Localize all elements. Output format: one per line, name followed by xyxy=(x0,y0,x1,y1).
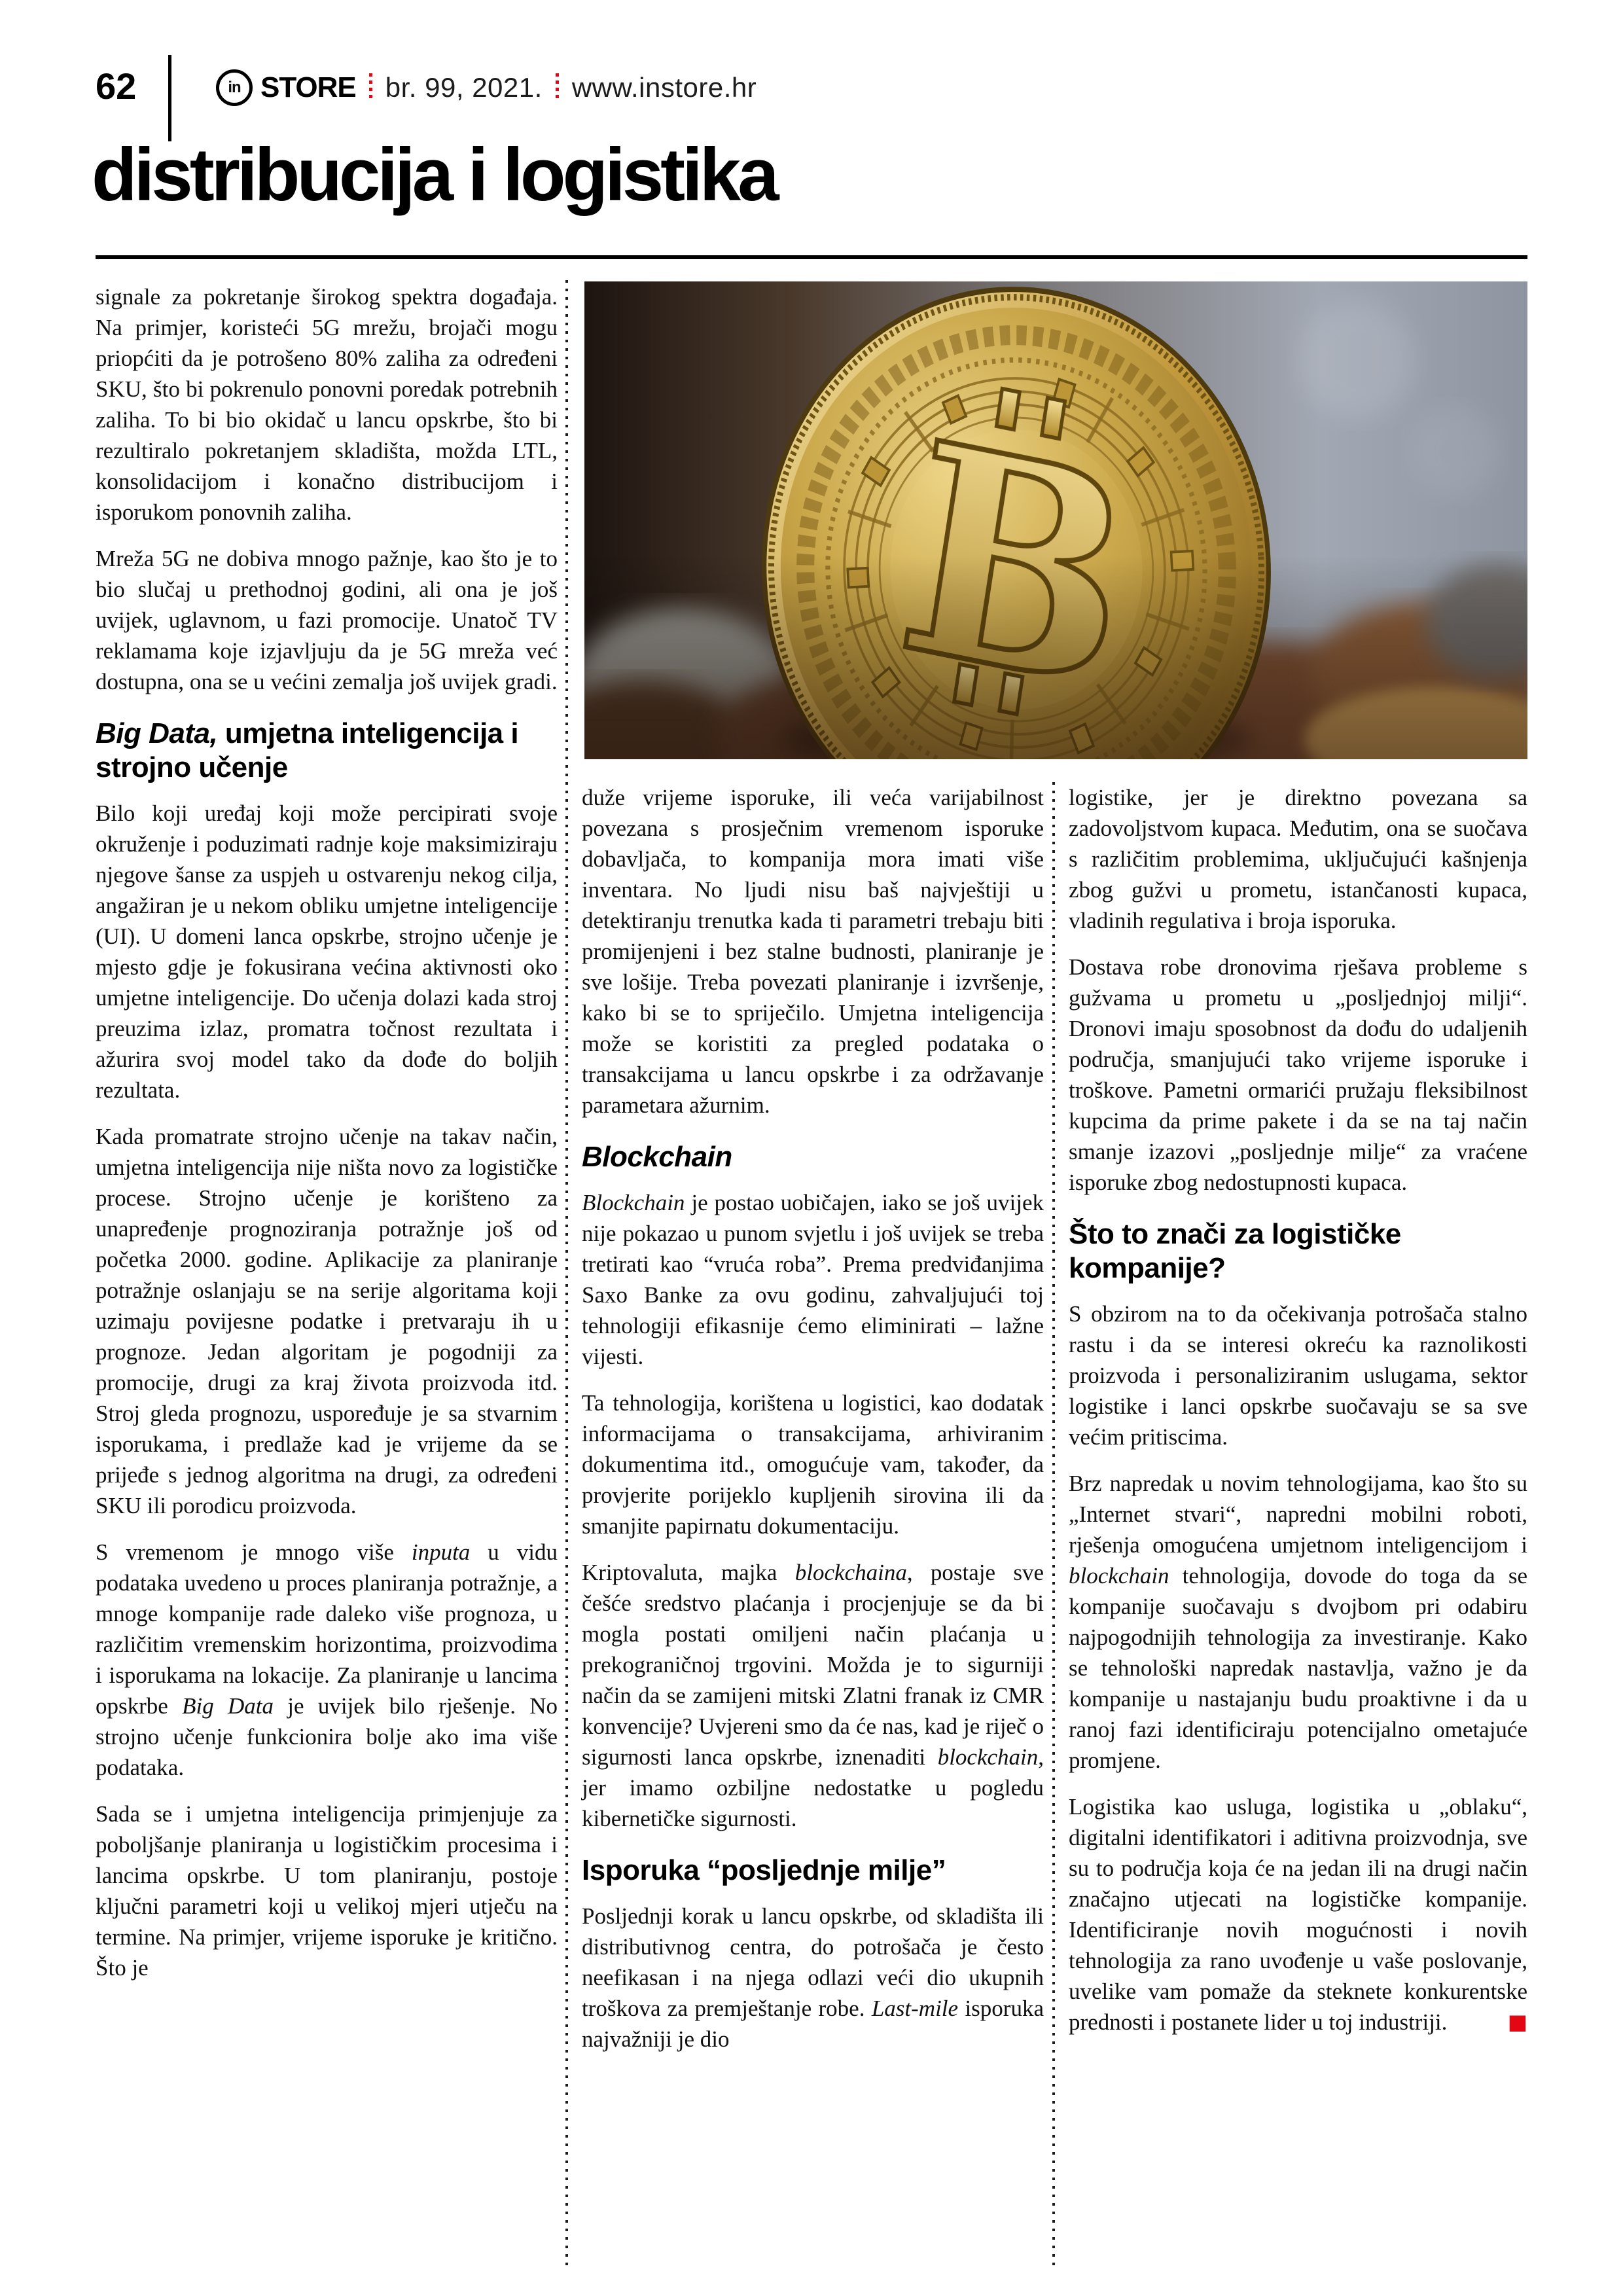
paragraph xyxy=(582,1901,1044,2054)
paragraph xyxy=(1069,1791,1527,2037)
red-dotted-separator-icon xyxy=(556,73,559,102)
paragraph xyxy=(1069,952,1527,1198)
text-run: Bilo koji uređaj koji može percipirati svoje okruženje i poduzimati radnje koje maksimiziraju njegove šanse za uspjeh u ostvarenju nekog cilja, angažiran je u nekom obliku umjetne inteligencije (UI). U domeni lanca opskrbe, strojno učenje je mjesto gdje je fokusirana većina aktivnosti oko umjetne inteligencije. Do učenja dolazi kada stroj preuzima izlaz, promatra točnost rezultata i ažurira svoj model tako da dođe do boljih rezultata. xyxy=(96,800,558,1103)
bitcoin-coin-photo xyxy=(584,281,1527,759)
italic-text: Blockchain xyxy=(582,1190,685,1215)
text-run: Ta tehnologija, korištena u logistici, kao dodatak informacijama o transakcijama, arhiviranim dokumentima itd., omogućuje vam, također, da provjerite porijeklo kupljenih sirovina ili da smanjite papirnatu dokumentaciju. xyxy=(582,1390,1044,1539)
text-run: Isporuka “posljednje milje” xyxy=(582,1854,946,1886)
magazine-logo: STORE xyxy=(260,71,356,103)
text-run: Što to znači za logističke kompanije? xyxy=(1069,1218,1401,1284)
issue-number: br. 99, 2021. xyxy=(385,72,543,103)
paragraph xyxy=(96,1537,558,1783)
text-run: umjetna inteligencija i strojno učenje xyxy=(96,717,519,783)
section-title: distribucija i logistika xyxy=(92,134,776,217)
text-run: S obzirom na to da očekivanja potrošača stalno rastu i da se interesi okreću ka raznolikosti proizvoda i personaliziranim uslugama, sektor logistike i lanci opskrbe suočavaju se sa sve većim pritiscima. xyxy=(1069,1301,1527,1450)
paragraph xyxy=(96,798,558,1105)
column-separator xyxy=(1052,782,1055,2268)
italic-text: blockchain xyxy=(1069,1563,1169,1588)
text-run: je uvijek bilo rješenje. No strojno učenje funkcionira bolje ako ima više podataka. xyxy=(96,1693,558,1780)
paragraph xyxy=(96,281,558,528)
masthead xyxy=(216,69,757,106)
website-url: www.instore.hr xyxy=(571,72,757,103)
section-heading xyxy=(582,1140,1044,1174)
paragraph xyxy=(1069,1299,1527,1452)
paragraph xyxy=(1069,1468,1527,1776)
text-run: duže vrijeme isporuke, ili veća varijabilnost povezana s prosječnim vremenom isporuke dobavljača, to kompanija mora imati više inventara. No ljudi nisu baš najvještiji u detektiranju trenutka kada ti parametri trebaju biti promijenjeni i bez stalne budnosti, planiranje je sve lošije. Treba povezati planiranje i izvršenje, kako bi se to spriječilo. Umjetna inteligencija može se koristiti za pregled podataka o transakcijama u lancu opskrbe i za održavanje parametara ažurnim. xyxy=(582,785,1044,1118)
instore-logo-icon: in xyxy=(216,69,253,106)
section-heading xyxy=(1069,1217,1527,1285)
red-dotted-separator-icon xyxy=(369,73,372,102)
section-heading xyxy=(96,717,558,785)
text-run: signale za pokretanje širokog spektra događaja. Na primjer, koristeći 5G mrežu, brojači mogu priopćiti da je potrošeno 80% zaliha za određeni SKU, što bi pokrenulo ponovni poredak potrebnih zaliha. To bi bio okidač u lancu opskrbe, što bi rezultiralo pokretanjem skladišta, možda LTL, konsolidacijom i konačno distribucijom i isporukom ponovnih zaliha. xyxy=(96,284,558,525)
paragraph xyxy=(1069,782,1527,936)
text-run: , postaje sve češće sredstvo plaćanja i procjenjuje se da bi mogla postati omiljeni način plaćanja u prekograničnoj trgovini. Možda je to sigurniji način da se zamijeni mitski Zlatni franak iz CMR konvencije? Uvjereni smo da će nas, kad je riječ o sigurnosti lanca opskrbe, iznenaditi xyxy=(582,1560,1044,1770)
paragraph xyxy=(96,1799,558,1983)
italic-text: Big Data, xyxy=(96,717,218,749)
italic-text: Last-mile xyxy=(871,1996,959,2021)
article-column-1 xyxy=(96,281,558,1999)
paragraph xyxy=(582,1388,1044,1541)
italic-text: Big Data xyxy=(182,1693,274,1719)
text-run: Sada se i umjetna inteligencija primjenjuje za poboljšanje planiranja u logističkim procesima i lancima opskrbe. U tom planiranju, postoje ključni parametri koji u velikoj mjeri utječu na termine. Na primjer, vrijeme isporuke je kritično. Što je xyxy=(96,1801,558,1981)
text-run: tehnologija, dovode do toga da se kompanije suočavaju s dvojbom pri odabiru najpogodnijih tehnologija za investiranje. Kako se tehnološki napredak nastavlja, važno je da kompanije u nastajanju budu proaktivne i da u ranoj fazi identificiraju potencijalno ometajuće promjene. xyxy=(1069,1563,1527,1773)
text-run: Kriptovaluta, majka xyxy=(582,1560,795,1585)
italic-text: blockchain xyxy=(937,1744,1039,1770)
text-run: Posljednji korak u lancu opskrbe, od skladišta ili distributivnog centra, do potrošača je često neefikasan i na njega odlazi veći dio ukupnih troškova za premještanje robe. xyxy=(582,1903,1044,2021)
paragraph xyxy=(96,1121,558,1521)
paragraph xyxy=(96,543,558,697)
text-run: isporuka najvažniji je dio xyxy=(582,1996,1044,2052)
article-end-mark: ■ xyxy=(1507,2009,1527,2034)
article-column-2 xyxy=(582,782,1044,2070)
text-run: logistike, jer je direktno povezana sa zadovoljstvom kupaca. Međutim, ona se suočava s različitim problemima, uključujući kašnjenja zbog gužvi u prometu, istančanosti kupaca, vladinih regulativa i broja isporuka. xyxy=(1069,785,1527,933)
text-run: Dostava robe dronovima rješava probleme s gužvama u prometu u „posljednjoj milji“. Dronovi imaju sposobnost da dođu do udaljenih područja, smanjujući tako vrijeme isporuke i troškove. Pametni ormarići pružaju fleksibilnost kupcima da prime pakete i da se na taj način smanje izazovi „posljednje milje“ za vraćene isporuke zbog nedostupnosti kupaca. xyxy=(1069,954,1527,1195)
italic-text: Blockchain xyxy=(582,1141,732,1173)
section-heading xyxy=(582,1854,1044,1888)
text-run: Kada promatrate strojno učenje na takav način, umjetna inteligencija nije ništa novo za logističke procese. Strojno učenje je korišteno za unapređenje prognoziranja potražnje još od početka 2000. godine. Aplikacije za planiranje potražnje oslanjaju se na serije algoritama koji uzimaju povijesne podatke i pretvaraju ih u prognoze. Jedan algoritam je pogodniji za promocije, drugi za kraj života proizvoda itd. Stroj gleda prognozu, uspoređuje je sa stvarnim isporukama, i predlaže kad je vrijeme da se prijeđe s jednog algoritma na drugi, za određeni SKU ili porodicu proizvoda. xyxy=(96,1124,558,1518)
paragraph xyxy=(582,1557,1044,1834)
text-run: u vidu podataka uvedeno u proces planiranja potražnje, a mnoge kompanije rade daleko više prognoza, u različitim vremenskim horizontima, proizvodima i isporukama na lokacije. Za planiranje u lancima opskrbe xyxy=(96,1539,558,1719)
text-run: , jer imamo ozbiljne nedostatke u pogledu kibernetičke sigurnosti. xyxy=(582,1744,1044,1831)
column-separator xyxy=(565,280,568,2267)
text-run: Logistika kao usluga, logistika u „oblaku“, digitalni identifikatori i aditivna proizvodnja, sve su to područja koja će na jedan ili na drugi način značajno utjecati na logističke kompanije. Identificiranje novih mogućnosti i novih tehnologija za rano uvođenje u vaše poslovanje, uvelike vam pomaže da steknete konkurentske prednosti i postanete lider u toj industriji. xyxy=(1069,1794,1527,2035)
italic-text: inputa xyxy=(411,1539,471,1565)
paragraph xyxy=(582,782,1044,1121)
page-number: 62 xyxy=(96,65,137,107)
title-rule xyxy=(96,255,1527,259)
text-run: S vremenom je mnogo više xyxy=(96,1539,412,1565)
text-run: je postao uobičajen, iako se još uvijek nije pokazao u punom svjetlu i još uvijek se treba tretirati kao “vruća roba”. Prema predviđanjima Saxo Banke za ovu godinu, zahvaljujući toj tehnologiji efikasnije ćemo eliminirati – lažne vijesti. xyxy=(582,1190,1044,1369)
header-divider-bar xyxy=(168,55,171,141)
article-column-3 xyxy=(1069,782,1527,2053)
paragraph xyxy=(582,1187,1044,1372)
text-run: Brz napredak u novim tehnologijama, kao što su „Internet stvari“, napredni mobilni roboti, rješenja omogućena umjetnom inteligencijom i xyxy=(1069,1471,1527,1558)
text-run: Mreža 5G ne dobiva mnogo pažnje, kao što je to bio slučaj u prethodnoj godini, ali ona je još uvijek, uglavnom, u fazi promocije. Unatoč TV reklamama koje izjavljuju da je 5G mreža već dostupna, ona se u većini zemalja još uvijek gradi. xyxy=(96,546,558,694)
italic-text: blockchaina xyxy=(794,1560,907,1585)
